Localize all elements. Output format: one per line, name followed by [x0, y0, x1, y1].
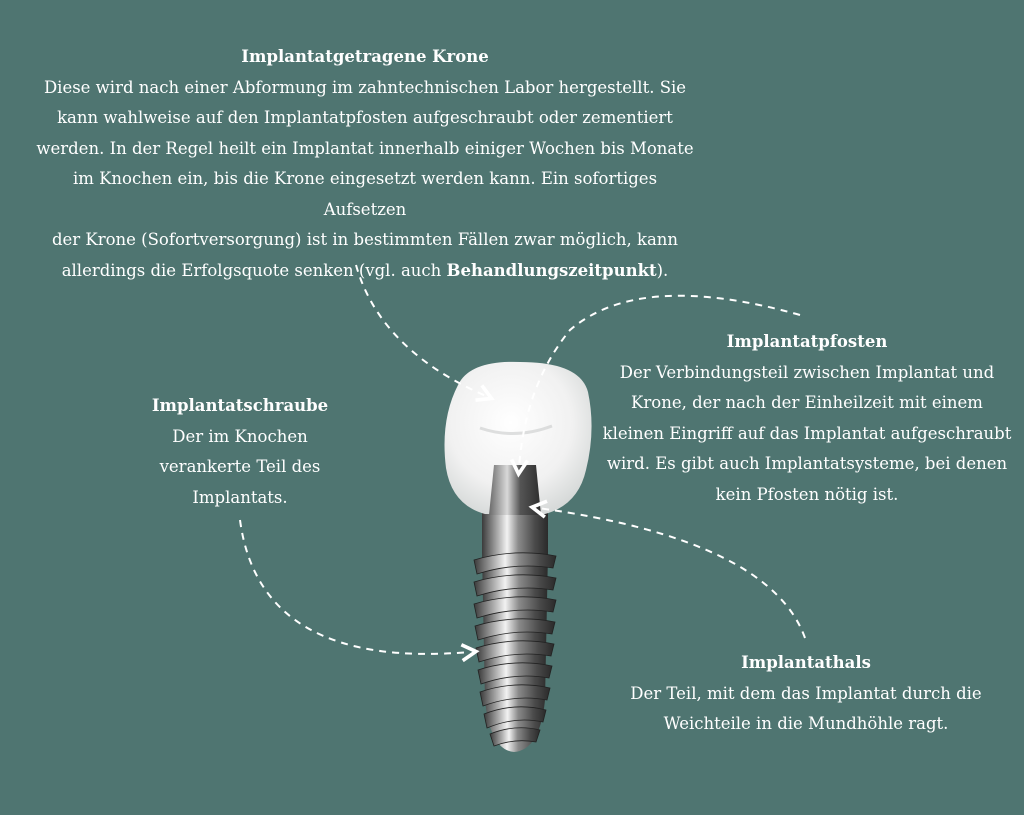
behandlungszeitpunkt-link[interactable]: Behandlungszeitpunkt: [446, 260, 657, 280]
crown-line-text: allerdings die Erfolgsquote senken (vgl. auch: [61, 260, 447, 280]
screw-title: Implantatschraube: [151, 396, 329, 415]
post-line: Der Verbindungsteil zwischen Implantat und: [619, 362, 995, 382]
crown-line: im Knochen ein, bis die Krone eingesetzt werden kann. Ein sofortiges Aufsetzen: [72, 169, 658, 219]
screw-line: Der im Knochen: [172, 426, 308, 446]
neck-line: Weichteile in die Mundhöhle ragt.: [663, 714, 949, 733]
crown-line: Diese wird nach einer Abformung im zahntechnischen Labor hergestellt. Sie: [43, 77, 687, 97]
post-line: kleinen Eingriff auf das Implantat aufgeschraubt: [602, 423, 1012, 443]
neck-title: Implantathals: [741, 653, 871, 672]
arrow-screw: [240, 520, 470, 654]
implant-post: [489, 465, 541, 515]
implant-screw: [474, 522, 556, 752]
crown-line: werden. In der Regel heilt ein Implantat innerhalb einiger Wochen bis Monate: [36, 138, 694, 158]
crown-title: Implantatgetragene Krone: [241, 47, 489, 66]
crown-line: der Krone (Sofortversorgung) ist in bestimmten Fällen zwar möglich, kann: [51, 230, 679, 249]
screw-line: Implantats.: [192, 487, 288, 507]
screw-line: verankerte Teil des: [159, 457, 321, 476]
post-line: Krone, der nach der Einheilzeit mit einem: [631, 393, 983, 412]
neck-description: [620, 648, 992, 740]
neck-line: Der Teil, mit dem das Implantat durch die: [630, 683, 982, 703]
post-line: wird. Es gibt auch Implantatsysteme, bei denen: [606, 454, 1008, 473]
crown-description: [30, 42, 700, 286]
screw-description: [140, 391, 340, 513]
crown-line-end: ).: [656, 260, 669, 280]
post-line: kein Pfosten nötig ist.: [715, 484, 899, 504]
post-description: [600, 327, 1014, 510]
crown-line: kann wahlweise auf den Implantatpfosten aufgeschraubt oder zementiert: [57, 108, 673, 127]
crown-last-line: [30, 256, 700, 287]
post-title: Implantatpfosten: [726, 332, 888, 351]
arrow-neck: [538, 508, 805, 638]
